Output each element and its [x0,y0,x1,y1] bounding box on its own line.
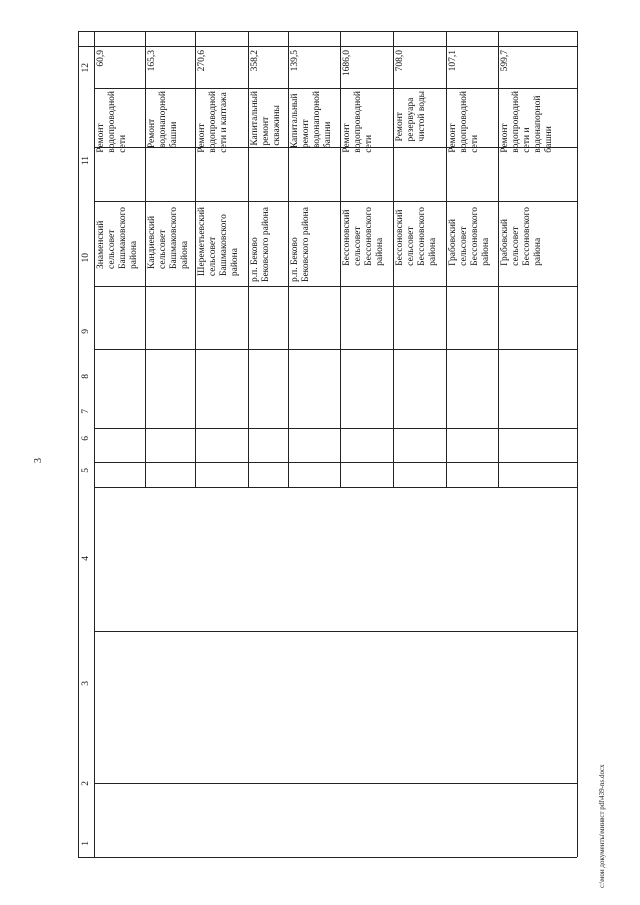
row-divider [94,349,577,350]
amount-cell: 708,0 [395,50,405,72]
column-divider [340,31,341,487]
territory-cell: Грабовский сельсовет Бессоновского района [448,207,491,266]
column-divider [145,31,146,487]
work-cell: Ремонт резервуара чистой воды [395,91,427,142]
column-header: 3 [81,681,91,686]
column-header: 12 [81,63,91,73]
amount-cell: 358,2 [250,50,260,72]
column-header: 4 [81,556,91,561]
column-header: 1 [81,841,91,846]
amount-cell: 599,7 [500,50,510,72]
column-header: 8 [81,374,91,379]
amount-cell: 270,6 [197,50,207,72]
column-divider [195,31,196,487]
work-cell: Капитальный ремонт скважины [250,91,282,146]
table-border-bottom [78,857,577,858]
amount-cell: 165,3 [147,50,157,72]
rotated-data-table [78,31,577,857]
column-header: 7 [81,409,91,414]
header-row-divider [78,46,577,47]
territory-cell: р.п. Бековo Бековского района [290,207,311,282]
work-cell: Капитальный ремонт водонапорной башни [290,91,333,149]
column-header: 11 [81,156,91,166]
row-divider [94,428,577,429]
row-divider [94,783,577,784]
column-header: 10 [81,253,91,263]
row-divider [94,631,577,632]
row-divider [94,88,577,89]
amount-cell: 107,1 [448,50,458,72]
amount-cell: 139,5 [290,50,300,72]
table-border-top [78,31,577,32]
work-cell: Ремонт водопроводной сети [96,91,128,153]
table-border-left [78,31,79,857]
territory-cell: Шереметьевский сельсовет Башмаковского района [197,207,240,277]
row-divider [94,201,577,202]
amount-cell: 60,9 [96,50,106,67]
column-divider [248,31,249,487]
column-header: 6 [81,436,91,441]
territory-cell: р.п. Бековo Бековского района [250,207,271,282]
row-divider [94,487,577,488]
column-divider [288,31,289,487]
column-header: 5 [81,468,91,473]
column-divider [498,31,499,487]
table-border-right [577,31,578,857]
work-cell: Ремонт водопроводной сети и водонапорной башни [500,91,554,153]
header-column-divider [94,31,95,857]
amount-cell: 1686,0 [342,50,352,77]
work-cell: Ремонт водопроводной сети [342,91,374,153]
column-header: 2 [81,781,91,786]
territory-cell: Кандиевский сельсовет Башмаковского района [147,207,190,269]
footer-file-path: c:\мои документы\минвст pdl\439-ns.docx [598,764,606,888]
column-header: 9 [81,329,91,334]
work-cell: Ремонт водонапорной башни [147,91,179,149]
row-divider [94,462,577,463]
territory-cell: Бессоновский сельсовет Бессоновского района [395,207,438,266]
territory-cell: Бессоновский сельсовет Бессоновского района [342,207,385,266]
territory-cell: Грабовский сельсовет Бессоновского района [500,207,543,266]
territory-cell: Знаменский сельсовет Башмаковского района [96,207,139,269]
work-cell: Ремонт водопроводной сети и каптажа [197,91,229,153]
work-cell: Ремонт водопроводной сети [448,91,480,153]
column-divider [393,31,394,487]
page-number: 3 [33,458,44,463]
column-divider [446,31,447,487]
row-divider [94,286,577,287]
